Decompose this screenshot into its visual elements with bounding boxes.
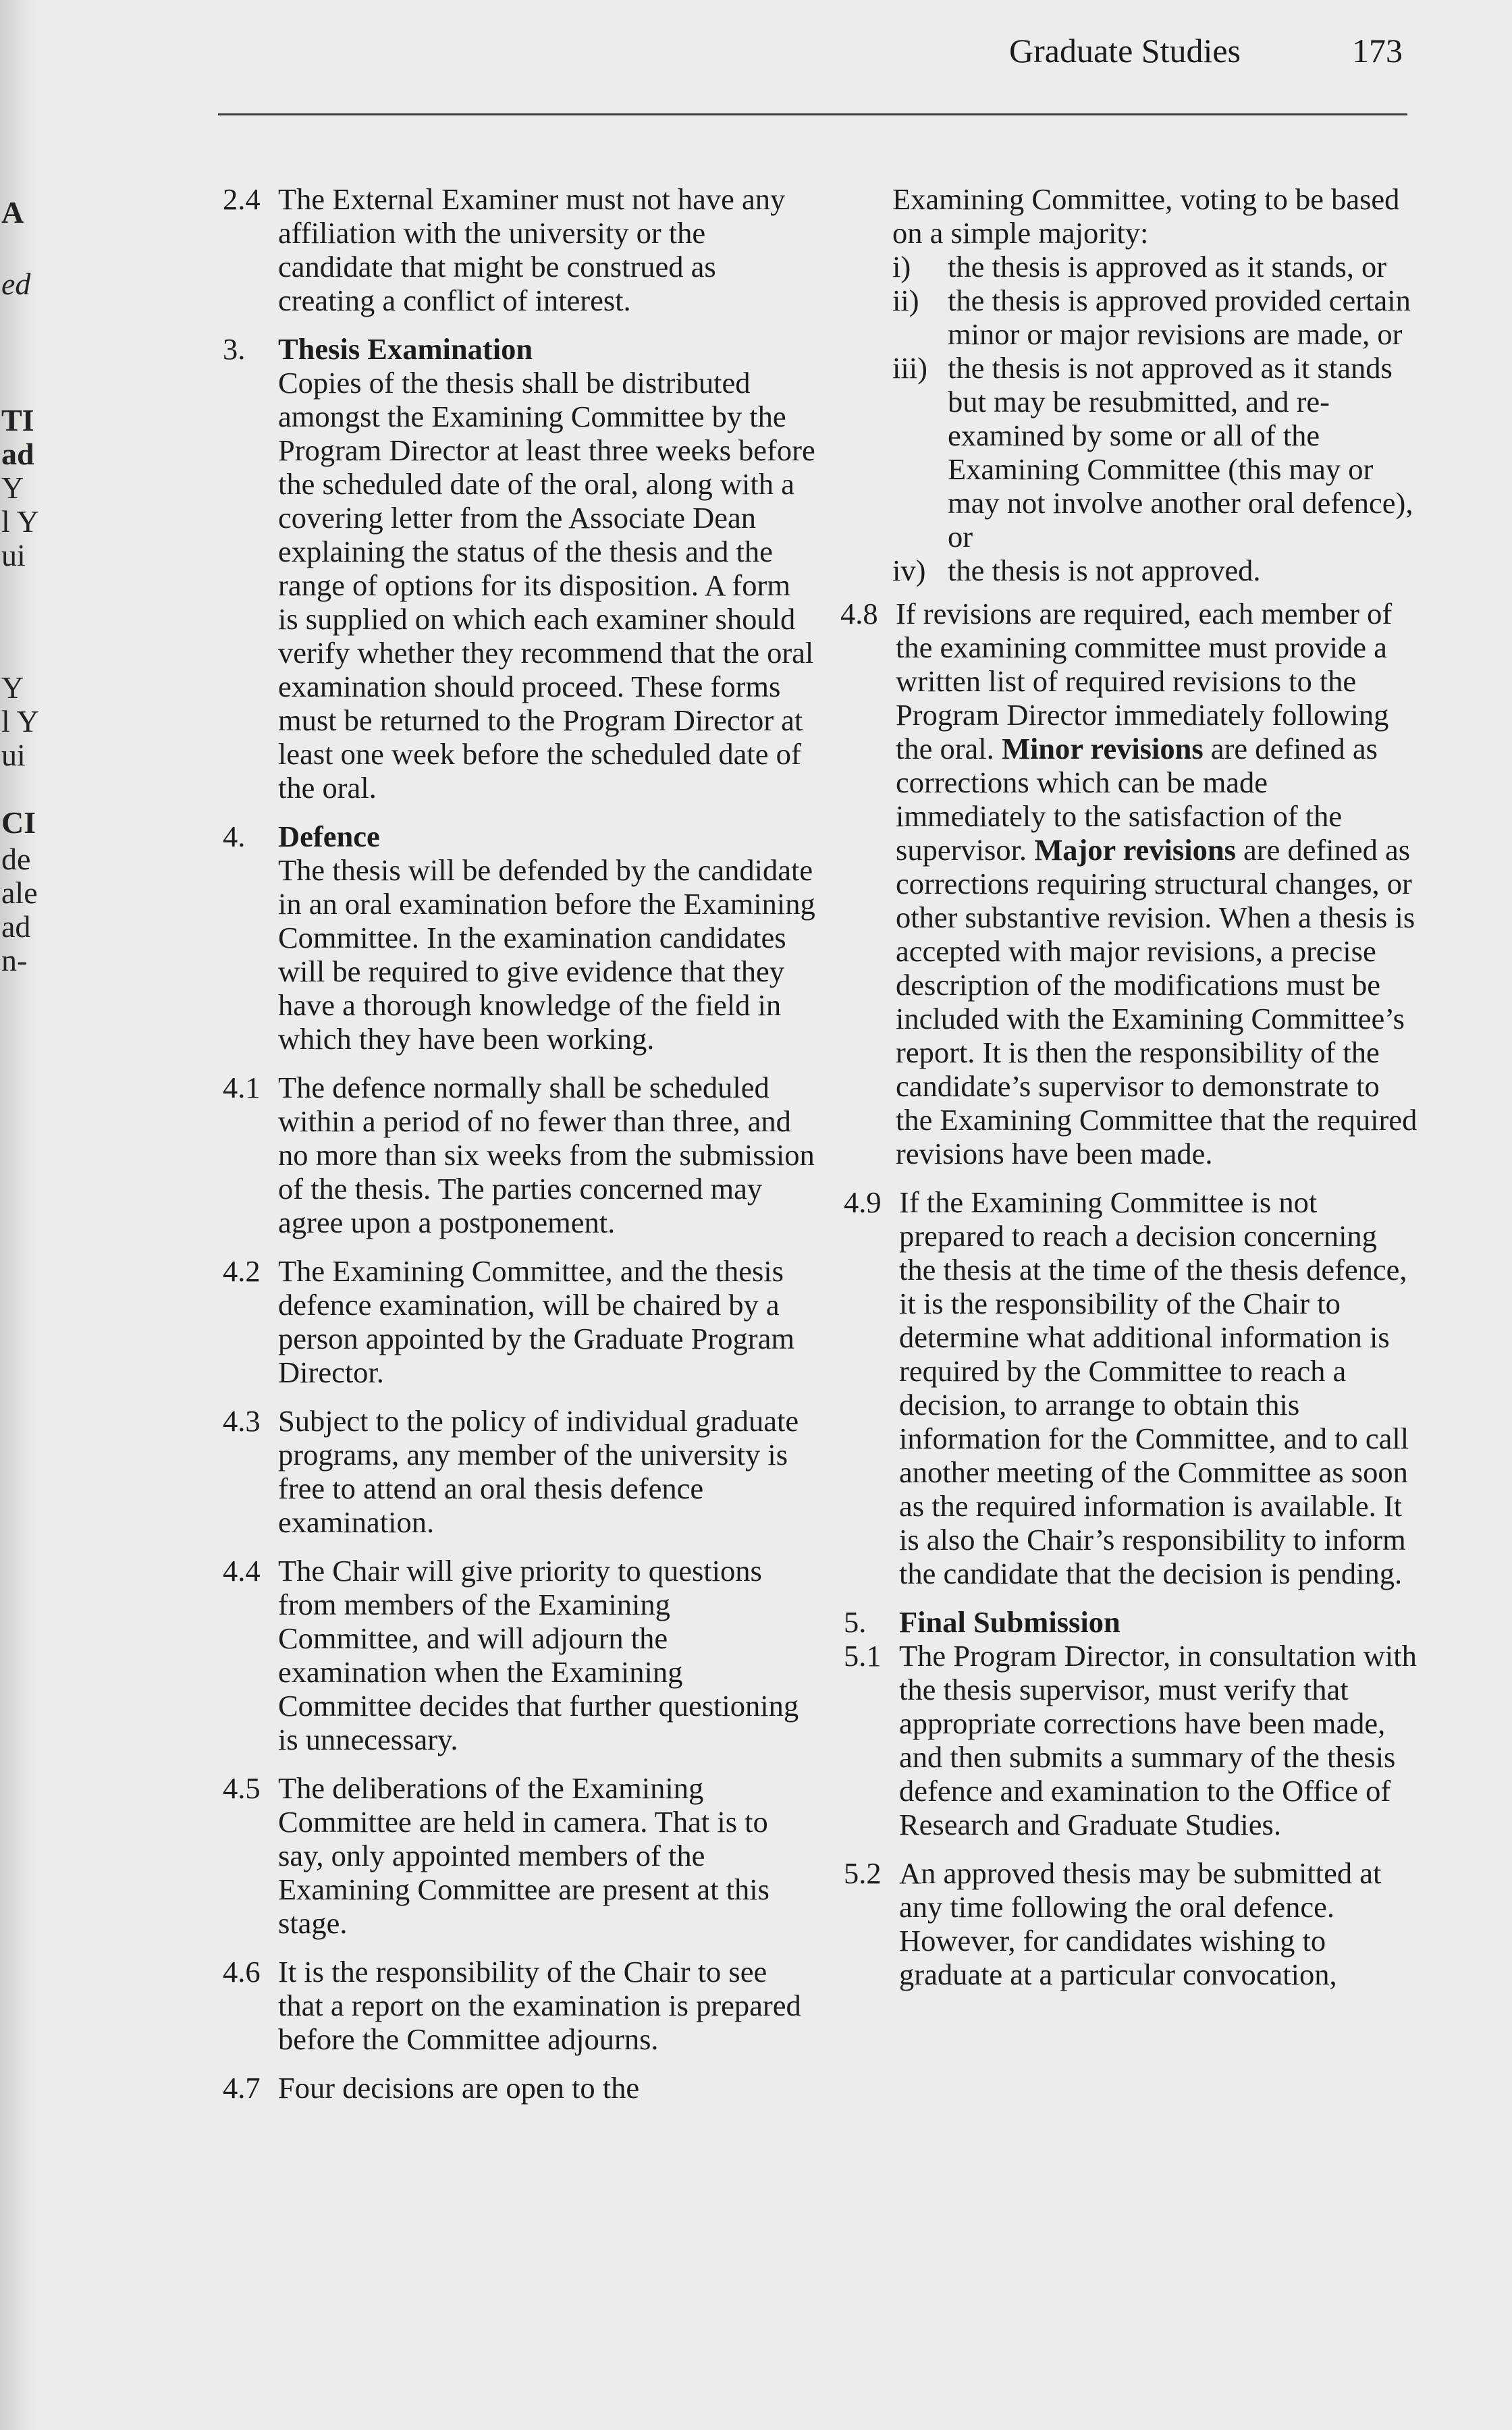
margin-fragment: Y [1, 670, 24, 705]
section-text: The deliberations of the Examining Committee are held in camera. That is to say, only appointed members of the Examining Committee are present at this stage. [278, 1771, 770, 1940]
margin-fragment: de [1, 842, 31, 876]
section-text: If the Examining Committee is not prepared to reach a decision concerning the thesis at the time of the thesis defence, it is the responsibility of the Chair to determine what additional information is required by the Committee to reach a decision, to arrange to obtain this information for the Committee, and to call another meeting of the Committee as soon as the required information is available. It is also the Chair’s responsibility to inform the candidate that the decision is pending. [899, 1185, 1409, 1590]
section-number: 3. [223, 332, 246, 366]
section-4-7-continuation [844, 182, 1418, 587]
section-text: The Program Director, in consultation with the thesis supervisor, must verify that appropriate corrections have been made, and then submits a summary of the thesis defence and examination to the Office of Research and Graduate Studies. [899, 1639, 1417, 1841]
section-4-7 [223, 2071, 817, 2105]
page-number: 173 [1352, 32, 1403, 70]
margin-fragment: Y [1, 470, 24, 505]
section-text: Copies of the thesis shall be distributed amongst the Examining Committee by the Program Director at least three weeks before the scheduled date of the oral, along with a covering letter from the Associate Dean explaining the status of the thesis and the range of options for its disposition. A form is supplied on which each examiner should verify whether they recommend that the oral examination should proceed. These forms must be returned to the Program Director at least one week before the scheduled date of the oral. [278, 366, 815, 805]
margin-fragment: n- [1, 943, 28, 977]
margin-fragment: CI [1, 805, 36, 840]
adjacent-page-fragments [0, 0, 39, 2430]
header-rule [218, 113, 1407, 115]
section-heading: Final Submission [899, 1605, 1120, 1639]
section-text: The Chair will give priority to questions from members of the Examining Committee, and will adjourn the examination when the Examining Committee decides that further questioning is unnecessary. [278, 1554, 799, 1756]
decision-option [844, 351, 1418, 554]
margin-fragment: TI [1, 403, 34, 437]
section-text: are defined as corrections requiring structural changes, or other substantive revision. When a thesis is accepted with major revisions, a precise description of the modifications must be included with the Examining Committee’s report. It is then the responsibility of the candidate’s supervisor to demonstrate to the Examining Committee that the required revisions have been made. [896, 833, 1418, 1170]
margin-fragment: ui [1, 538, 26, 572]
section-text: The Examining Committee, and the thesis defence examination, will be chaired by a person appointed by the Graduate Program Director. [278, 1254, 794, 1389]
section-5-1 [844, 1639, 1418, 1841]
option-number: i) [892, 250, 911, 284]
margin-fragment: ad [1, 909, 31, 944]
section-text: are defined as corrections which can be made immediately to the satisfaction of the supervisor. [896, 732, 1378, 867]
section-4-4 [223, 1554, 817, 1756]
section-number: 4.5 [223, 1771, 261, 1805]
margin-fragment: ad [1, 437, 34, 471]
option-number: iv) [892, 554, 926, 587]
section-number: 4.9 [844, 1185, 882, 1219]
section-2-4 [223, 182, 817, 317]
term-minor-revisions: Minor revisions [1001, 732, 1204, 765]
continuation-text: Examining Committee, voting to be based on a simple majority: [892, 182, 1400, 250]
section-5-2 [844, 1856, 1418, 1991]
option-text: the thesis is approved as it stands, or [948, 250, 1387, 284]
margin-fragment: l Y [1, 504, 39, 539]
margin-fragment: ed [1, 267, 31, 301]
option-number: ii) [892, 284, 919, 317]
decision-option [844, 554, 1418, 587]
section-text: The External Examiner must not have any affiliation with the university or the candidate that might be construed as creating a conflict of interest. [278, 182, 786, 317]
section-4-1 [223, 1071, 817, 1239]
decision-option [844, 250, 1418, 284]
section-number: 4.8 [840, 597, 878, 630]
section-number: 4.2 [223, 1254, 261, 1288]
margin-fragment: A [1, 195, 24, 230]
section-text: If revisions are required, each member of the examining committee must provide a written list of required revisions to the Program Director immediately following the oral. [896, 597, 1393, 765]
section-number: 4.4 [223, 1554, 261, 1588]
section-4-2 [223, 1254, 817, 1389]
margin-fragment: ale [1, 875, 38, 910]
decision-option [844, 284, 1418, 351]
section-3 [223, 332, 817, 805]
section-text: An approved thesis may be submitted at any time following the oral defence. However, for candidates wishing to graduate at a particular convocation, [899, 1856, 1382, 1991]
term-major-revisions: Major revisions [1034, 833, 1236, 867]
section-number: 2.4 [223, 182, 261, 216]
section-4-8 [840, 597, 1418, 1170]
option-text: the thesis is approved provided certain minor or major revisions are made, or [948, 284, 1411, 351]
section-text: The thesis will be defended by the candidate in an oral examination before the Examining Committee. In the examination candidates will be required to give evidence that they have a thorough knowledge of the field in which they have been working. [278, 853, 815, 1056]
option-text: the thesis is not approved. [948, 554, 1261, 587]
section-number: 4. [223, 819, 246, 853]
option-text: the thesis is not approved as it stands but may be resubmitted, and re-examined by some or all of the Examining Committee (this may or may not involve another oral defence), or [948, 351, 1413, 554]
margin-fragment: ui [1, 738, 26, 772]
section-text: The defence normally shall be scheduled within a period of no fewer than three, and no more than six weeks from the submission of the thesis. The parties concerned may agree upon a postponement. [278, 1071, 815, 1239]
left-column [223, 182, 817, 2120]
section-number: 5. [844, 1605, 867, 1639]
section-text: Subject to the policy of individual graduate programs, any member of the university is free to attend an oral thesis defence examination. [278, 1404, 799, 1539]
right-column [840, 182, 1418, 2006]
section-4-3 [223, 1404, 817, 1539]
section-4-5 [223, 1771, 817, 1940]
option-number: iii) [892, 351, 927, 385]
section-4-9 [844, 1185, 1418, 1590]
section-text: It is the responsibility of the Chair to see that a report on the examination is prepared before the Committee adjourns. [278, 1955, 801, 2056]
section-4 [223, 819, 817, 1056]
section-heading: Defence [278, 819, 380, 853]
section-number: 4.7 [223, 2071, 261, 2105]
section-number: 4.1 [223, 1071, 261, 1104]
section-text: Four decisions are open to the [278, 2071, 640, 2105]
section-heading: Thesis Examination [278, 332, 533, 366]
section-5 [844, 1605, 1418, 1639]
section-number: 4.6 [223, 1955, 261, 1989]
running-header-title: Graduate Studies [1009, 32, 1241, 70]
margin-fragment: l Y [1, 704, 39, 738]
section-number: 4.3 [223, 1404, 261, 1438]
section-number: 5.2 [844, 1856, 882, 1890]
section-number: 5.1 [844, 1639, 882, 1673]
section-4-6 [223, 1955, 817, 2056]
